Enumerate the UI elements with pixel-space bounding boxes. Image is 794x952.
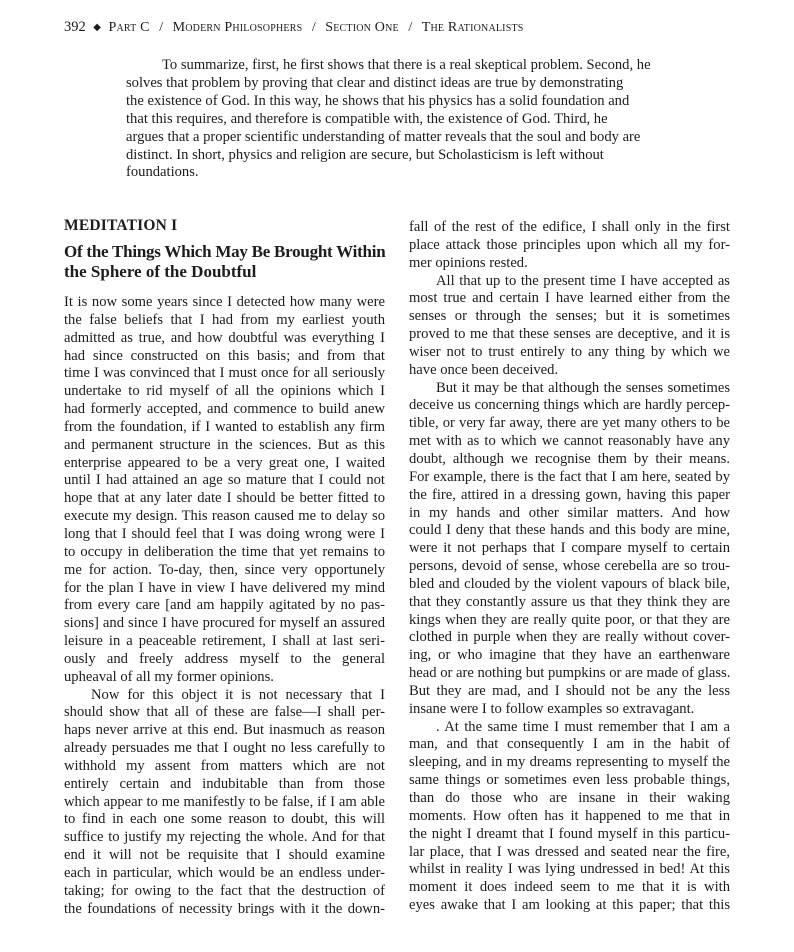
header-section-c: The Rationalists [421,20,524,35]
body-line: sleeping, and in my dreams representing to myself the [409,754,730,771]
body-line: moment it does indeed seem to me that it is with [409,879,730,896]
body-line: sions] and since I have procured for myself an assured [64,615,385,632]
body-line: insane were I to follow examples so extravagant. [409,700,695,717]
body-line: withhold my assent from matters which are not [64,757,385,774]
body-line: place attack those principles upon which all my for- [409,236,730,253]
body-line: proved to me that these senses are deceptive, and it is [409,326,730,343]
body-line: taking; for owing to the fact that the destruction of [64,882,385,899]
header-section-b: Section One [325,20,399,35]
body-line: had since constructed on this basis; and from that [64,347,385,364]
body-line: most true and certain I have learned either from the [409,290,730,307]
body-line: lar place, that I was dressed and seated near the fire, [409,843,730,860]
left-column [64,216,385,919]
body-line: man, and that consequently I am in the habit of [409,736,730,753]
body-line: moments. How often has it happened to me that in [409,807,730,824]
body-line: should show that all of these are false—I shall per- [64,704,385,721]
body-line: upheaval of all my former opinions. [64,668,274,685]
meditation-title-line: Of the Things Which May Be Brought Within [64,242,386,261]
intro-line: foundations. [126,164,199,181]
body-line: undertake to rid myself of all the opinions which I [64,383,385,400]
body-line: It is now some years since I detected how many were [64,294,385,310]
body-line: time I was convinced that I must once for all seriously [64,365,385,382]
body-line: for the plan I have in view I have delivered my mind [64,579,385,596]
diamond-ornament-icon: ◆ [93,22,101,33]
body-line: could I deny that these hands and this body are mine, [409,522,730,539]
body-line: that they constantly assure us that they think they are [409,593,730,610]
body-line: For example, there is the fact that I am here, seated by [409,468,730,485]
intro-line: distinct. In short, physics and religion are secure, but Scholasticism is left without [126,146,604,163]
meditation-body-left [64,294,385,919]
body-line: bled and clouded by the violent vapours of black bile, [409,575,730,592]
body-line: long that I should feel that I was doing wrong were I [64,525,385,542]
body-line: fall of the rest of the edifice, I shall only in the first [409,219,730,235]
body-line: the night I dreamt that I found myself in this particu- [409,825,730,842]
body-line: But they are mad, and I should not be any the less [409,682,730,699]
body-line: wiser not to trust entirely to any thing by which we [409,343,730,360]
page-number: 392 [64,19,86,35]
intro-line: the existence of God. In this way, he shows that his physics has a solid foundation and [126,92,630,109]
body-line: had formerly accepted, and commence to build anew [64,401,385,418]
intro-line: solves that problem by proving that clear and distinct ideas are true by demonstrating [126,74,624,91]
body-line: mer opinions rested. [409,254,528,271]
body-line: the foundations of necessity brings with it the down- [64,900,385,917]
body-line: from every care [and am happily agitated by no pas- [64,597,385,614]
body-line: the fire, attired in a dressing gown, having this paper [409,486,730,503]
body-line: deceive us concerning things which are hardly percep- [409,397,730,414]
body-line: haps never arrive at this end. But inasmuch as reason [64,722,385,739]
header-part: Part C [108,20,150,35]
body-line: each in particular, which would be an endless under- [64,865,385,881]
body-line: to find in each one some reason to doubt, this will [64,811,385,828]
body-line: tible, or very far away, there are yet many others to be [409,415,730,432]
intro-line: that this requires, and therefore is compatible with, the existence of God. Third, he [126,110,608,127]
intro-line: To summarize, first, he first shows that there is a real skeptical problem. Second, he [162,57,651,73]
body-line: which appear to me manifestly to be false, if I am able [64,793,385,810]
body-line: in my hands and other similar matters. And how [409,504,730,521]
body-line: execute my design. This reason caused me to delay so [64,508,385,525]
body-line: to occupy in deliberation the time that yet remains to [64,543,385,560]
body-line: enterprise appeared to be a very great one, I waited [64,454,385,471]
meditation-heading: MEDITATION I [64,217,178,234]
header-separator: / [408,20,413,35]
body-line: same things or sometimes even less probable things, [409,772,730,789]
body-line: already persuades me that I ought no less carefully to [64,740,385,757]
body-line: doubt, although we recognise them by their means. [409,450,730,467]
body-line: Now for this object it is not necessary that I [91,686,385,703]
body-line: entirely certain and indubitable than from those [64,775,385,792]
body-line: the false beliefs that I had from my earliest youth [64,311,385,328]
meditation-title [64,242,385,281]
body-line: met with as to which we cannot reasonably have any [409,433,730,450]
header-separator: / [159,20,164,35]
body-line: me for action. To-day, then, since very opportunely [64,561,385,578]
body-line: leisure in a peaceable retirement, I shall at last seri- [64,633,385,650]
body-line: than do those who are insane in their waking [409,790,730,806]
body-line: whilst in reality I was lying undressed in bed! At this [409,861,730,878]
body-line: suffice to justify my rejecting the whole. And for that [64,829,385,846]
body-line: have once been deceived. [409,361,559,378]
body-line: from the foundation, if I wanted to establish any firm [64,418,385,435]
body-line: eyes awake that I am looking at this paper; that this [409,897,730,914]
meditation-title-line: the Sphere of the Doubtful [64,261,257,281]
body-line: end it will not be requisite that I should examine [64,847,385,864]
header-separator: / [311,20,316,35]
header-section-a: Modern Philosophers [172,20,303,35]
right-column [409,219,730,915]
body-line: kings when they are really quite poor, or that they are [409,611,730,628]
body-line: persons, devoid of sense, whose cerebella are so trou- [409,558,730,575]
body-line: ing, or who imagine that they have an earthenware [409,647,730,664]
body-line: All that up to the present time I have accepted as [436,272,730,289]
body-line: were it not perhaps that I compare myself to certain [409,540,730,557]
body-line: . At the same time I must remember that I am a [436,718,730,735]
intro-paragraph [126,57,666,182]
body-line: hope that at any later date I should be better fitted to [64,490,385,507]
body-line: until I had attained an age so mature that I could not [64,472,385,489]
running-header [64,18,744,38]
body-line: clothed in purple when they are really without cover- [409,629,730,646]
body-line: admitted as true, and how doubtful was everything I [64,329,385,346]
body-line: But it may be that although the senses sometimes [436,379,730,396]
body-line: head or are nothing but pumpkins or are made of glass. [409,665,731,682]
intro-line: argues that a proper scientific understanding of matter reveals that the soul and body are [126,128,641,145]
body-line: senses or through the senses; but it is sometimes [409,308,730,325]
body-line: and permanent structure in the sciences. But as this [64,436,385,453]
body-line: ously and freely address myself to the general [64,650,385,667]
